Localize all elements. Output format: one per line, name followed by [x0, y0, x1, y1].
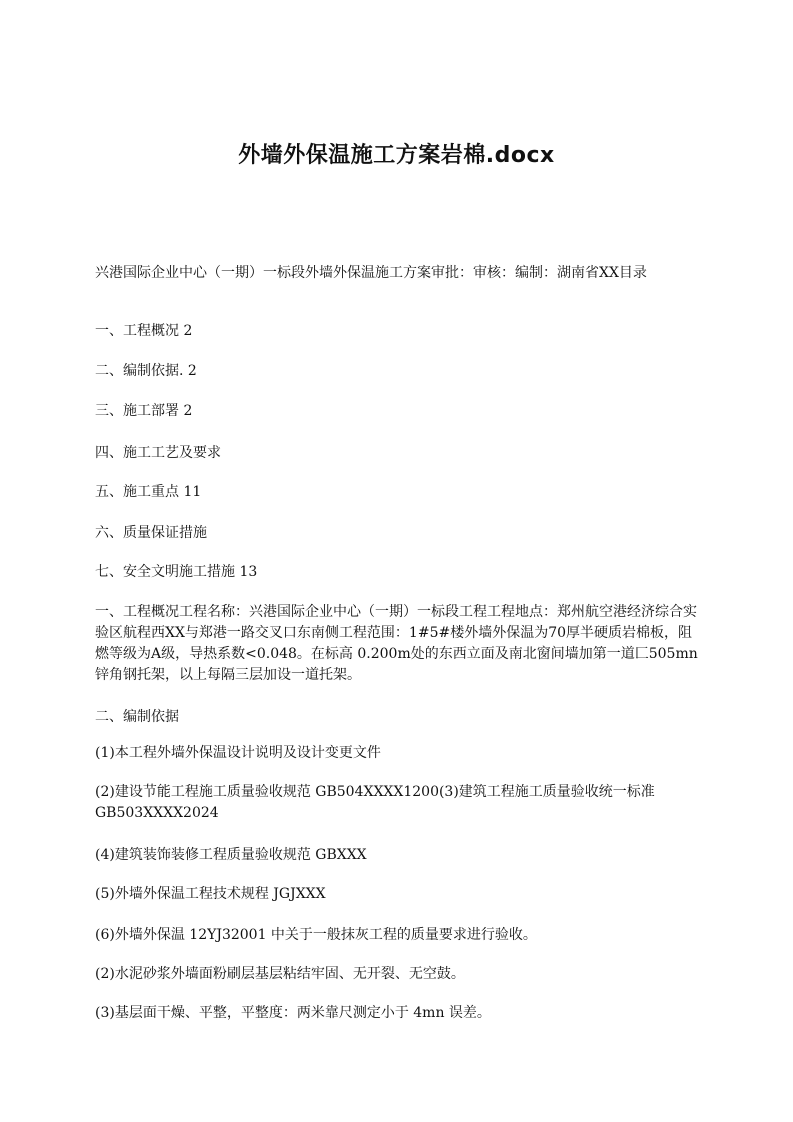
basis-item: (1)本工程外墙外保温设计说明及设计变更文件	[95, 745, 381, 761]
basis-item: (4)建筑装饰装修工程质量验收规范 GBXXX	[95, 847, 367, 863]
basis-item: (3)基层面干燥、平整，平整度：两米靠尺测定小于 4mn 误差。	[95, 1005, 491, 1021]
document-title: 外墙外保温施工方案岩棉.docx	[238, 143, 555, 168]
basis-item: (2)建设节能工程施工质量验收规范 GB504XXXX1200(3)建筑工程施工质量验收统一标准 GB503XXXX2024	[95, 784, 655, 821]
basis-item: (5)外墙外保温工程技术规程 JGJXXX	[95, 886, 326, 902]
toc-item: 三、施工部署 2	[95, 403, 193, 419]
toc-item: 四、施工工艺及要求	[95, 445, 221, 461]
intro-paragraph: 兴港国际企业中心（一期）一标段外墙外保温施工方案审批：审核：编制：湖南省XX目录	[95, 265, 647, 281]
overview-paragraph: 一、工程概况工程名称：兴港国际企业中心（一期）一标段工程工程地点：郑州航空港经济综合实验区航程西XX与郑港一路交叉口东南侧工程范围：1#5#楼外墙外保温为70厚半硬质岩棉板，阻燃等级为A级，导热系数<0.048。在标高 0.200m处的东西立面及南北窗间墙加第一道匚505mn锌角钢托架，以上每隔三层加设一道托架。	[95, 604, 698, 683]
section-heading: 二、编制依据	[95, 709, 179, 725]
toc-item: 六、质量保证措施	[95, 525, 207, 541]
basis-item: (6)外墙外保温 12YJ32001 中关于一般抹灰工程的质量要求进行验收。	[95, 927, 537, 943]
toc-item: 五、施工重点 11	[95, 484, 202, 500]
toc-item: 七、安全文明施工措施 13	[95, 564, 258, 580]
toc-item: 一、工程概况 2	[95, 323, 193, 339]
toc-item: 二、编制依据. 2	[95, 363, 197, 379]
basis-item: (2)水泥砂浆外墙面粉刷层基层粘结牢固、无开裂、无空鼓。	[95, 966, 465, 982]
